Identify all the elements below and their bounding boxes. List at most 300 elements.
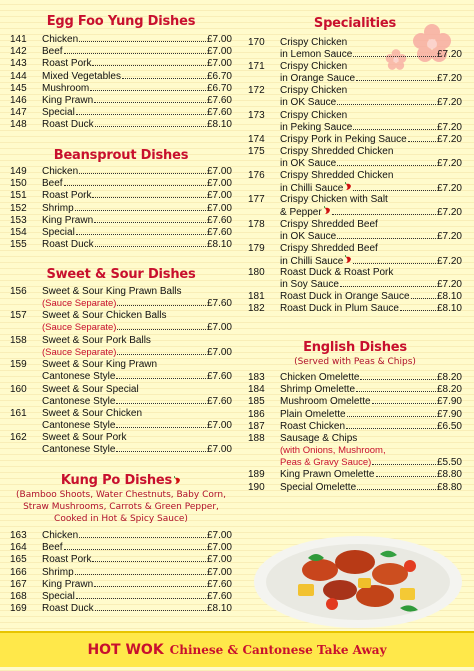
- menu-item-number: 178: [248, 218, 265, 230]
- chili-icon: [345, 255, 352, 264]
- dotted-leader: [116, 403, 206, 404]
- menu-item-number: 189: [248, 469, 265, 481]
- menu-item-line: [42, 215, 232, 227]
- menu-item-body: [42, 46, 232, 58]
- menu-item-price: £7.60: [206, 227, 232, 238]
- menu-item-name: Roast Duck in Orange Sauce: [280, 291, 410, 303]
- dotted-leader: [376, 476, 436, 477]
- menu-item-number: 160: [10, 383, 27, 395]
- menu-item-price: £5.50: [436, 457, 462, 468]
- menu-item-price: £8.10: [206, 119, 232, 131]
- dotted-leader: [332, 214, 436, 215]
- menu-item-body: [42, 432, 232, 456]
- menu-item-name: Roast Duck & Roast Pork: [280, 267, 394, 278]
- dotted-leader: [353, 56, 436, 57]
- menu-item-name: Crispy Shredded Chicken: [280, 170, 394, 182]
- menu-item-price: £7.20: [436, 230, 462, 242]
- menu-item-line: [42, 567, 232, 579]
- menu-item-name: in OK Sauce: [280, 230, 337, 242]
- dotted-leader: [408, 141, 436, 142]
- dotted-leader: [357, 489, 436, 490]
- dotted-leader: [76, 234, 206, 235]
- menu-item-line: [280, 409, 462, 421]
- kung-po-note-1: (Bamboo Shoots, Water Chestnuts, Baby Corn,: [16, 490, 226, 500]
- menu-item-name: Special: [42, 591, 75, 602]
- menu-item-number: 164: [10, 542, 27, 554]
- menu-item-body: [42, 530, 232, 542]
- menu-item-line: [42, 178, 232, 190]
- menu-item-price: £6.70: [206, 82, 232, 94]
- menu-item-price: £7.20: [436, 97, 462, 109]
- menu-item-number: 145: [10, 82, 27, 94]
- menu-item-name: Sweet & Sour Chicken: [42, 408, 143, 419]
- menu-item-price: £7.00: [206, 166, 232, 177]
- dotted-leader: [117, 329, 206, 330]
- menu-item-price: £7.00: [206, 566, 232, 578]
- menu-item-body: [42, 107, 232, 119]
- menu-item-price: £8.10: [206, 239, 232, 251]
- menu-item-number: 154: [10, 227, 27, 238]
- menu-item-price: £6.70: [206, 70, 232, 82]
- menu-item-number: 170: [248, 37, 265, 48]
- menu-item-number: 187: [248, 420, 265, 432]
- menu-item-line: [42, 46, 232, 58]
- menu-item-body: [42, 384, 232, 408]
- kung-po-note-2: Straw Mushrooms, Carrots & Green Pepper,: [23, 502, 219, 512]
- menu-item-number: 162: [10, 432, 27, 444]
- menu-item-price: £7.20: [436, 279, 462, 290]
- menu-item-name: in Orange Sauce: [280, 73, 356, 85]
- menu-item-body: [42, 166, 232, 178]
- dotted-leader: [400, 310, 436, 311]
- menu-item-name: Roast Pork: [42, 190, 92, 202]
- menu-item-name: in Chilli Sauce: [280, 255, 344, 267]
- menu-item-name: Sweet & Sour Chicken Balls: [42, 310, 167, 322]
- menu-item-body: [280, 291, 462, 303]
- menu-item-body: [280, 85, 462, 109]
- menu-item-price: £7.20: [436, 121, 462, 133]
- dotted-leader: [356, 80, 436, 81]
- menu-item-number: 149: [10, 166, 27, 177]
- menu-item-name: Crispy Chicken with Salt: [280, 194, 388, 206]
- menu-item-name: Sausage & Chips: [280, 433, 358, 444]
- menu-item-name: King Prawn: [42, 214, 94, 226]
- menu-item-name: Sweet & Sour King Prawn Balls: [42, 286, 182, 297]
- dotted-leader: [95, 246, 206, 247]
- menu-item-price: £7.00: [206, 202, 232, 214]
- menu-item-body: [42, 579, 232, 591]
- menu-item-line: [280, 384, 462, 396]
- menu-item-body: [280, 134, 462, 146]
- menu-item-body: [42, 227, 232, 239]
- menu-item-number: 176: [248, 170, 265, 182]
- menu-item-body: [42, 119, 232, 131]
- menu-item-name: Chicken Omelette: [280, 372, 360, 383]
- menu-item-price: £7.20: [436, 183, 462, 195]
- menu-item-name: Chicken: [42, 34, 79, 45]
- dotted-leader: [92, 65, 206, 66]
- menu-item-name: in Soy Sauce: [280, 279, 339, 290]
- dotted-leader: [94, 102, 206, 103]
- menu-item-price: £7.00: [206, 46, 232, 58]
- menu-item-price: £7.60: [206, 591, 232, 602]
- menu-item-price: £7.00: [206, 554, 232, 566]
- dotted-leader: [337, 238, 436, 239]
- menu-item-name: Chicken: [42, 166, 79, 177]
- menu-item-number: 143: [10, 58, 27, 70]
- menu-item-price: £8.80: [436, 469, 462, 481]
- dotted-leader: [79, 41, 206, 42]
- menu-item-number: 153: [10, 214, 27, 226]
- menu-item-line: [280, 291, 462, 303]
- menu-item-body: [42, 190, 232, 202]
- menu-item-number: 155: [10, 239, 27, 251]
- dotted-leader: [64, 185, 206, 186]
- dotted-leader: [79, 537, 206, 538]
- menu-item-body: [280, 170, 462, 195]
- menu-item-name: (Sauce Separate): [42, 298, 117, 309]
- menu-item-line: [42, 603, 232, 615]
- menu-item-number: 144: [10, 70, 27, 82]
- menu-item-price: £7.20: [436, 73, 462, 85]
- menu-item-body: [42, 83, 232, 95]
- menu-item-price: £8.10: [436, 303, 462, 315]
- menu-item-line: [280, 49, 462, 61]
- menu-item-body: [42, 239, 232, 251]
- menu-item-name: Sweet & Sour Special: [42, 383, 139, 395]
- beansprout-title: Beansprout Dishes: [53, 148, 189, 163]
- dotted-leader: [353, 263, 436, 264]
- menu-item-body: [280, 110, 462, 134]
- menu-item-name: Special: [42, 107, 75, 119]
- menu-item-price: £7.00: [206, 322, 232, 334]
- menu-item-body: [42, 310, 232, 334]
- menu-item-body: [280, 409, 462, 421]
- menu-item-line: [42, 591, 232, 603]
- menu-item-line: [280, 457, 462, 469]
- menu-item-price: £7.00: [206, 444, 232, 456]
- menu-item-body: [42, 542, 232, 554]
- menu-item-price: £7.60: [206, 371, 232, 383]
- menu-item-line: [42, 579, 232, 591]
- menu-item-price: £7.90: [436, 408, 462, 420]
- menu-item-price: £7.20: [436, 49, 462, 60]
- dotted-leader: [372, 403, 436, 404]
- menu-item-name: Crispy Chicken: [280, 37, 348, 48]
- menu-item-number: 148: [10, 119, 27, 131]
- chili-icon: [324, 206, 331, 215]
- dotted-leader: [92, 561, 206, 562]
- menu-item-body: [280, 372, 462, 384]
- dotted-leader: [75, 210, 206, 211]
- menu-item-price: £7.60: [206, 298, 232, 309]
- menu-item-name: Roast Duck in Plum Sauce: [280, 303, 399, 315]
- menu-item-number: 173: [248, 109, 265, 121]
- menu-item-line: [42, 227, 232, 239]
- menu-item-description: (with Onions, Mushroom,: [280, 445, 386, 456]
- menu-item-number: 163: [10, 530, 27, 541]
- menu-item-body: [42, 95, 232, 107]
- dotted-leader: [346, 428, 436, 429]
- menu-item-body: [280, 243, 462, 268]
- menu-item-price: £8.10: [436, 291, 462, 303]
- dotted-leader: [117, 354, 206, 355]
- menu-item-line: [42, 83, 232, 95]
- menu-item-body: [280, 267, 462, 291]
- menu-item-line: [42, 298, 232, 310]
- menu-item-name: Beef: [42, 46, 63, 58]
- menu-item-number: 157: [10, 310, 27, 322]
- chili-icon: [174, 476, 181, 485]
- menu-item-name: Special Omelette: [280, 481, 357, 493]
- menu-item-name: Shrimp Omelette: [280, 384, 356, 396]
- menu-item-line: [42, 34, 232, 46]
- menu-item-price: £7.00: [206, 530, 232, 541]
- kung-po-title-text: Kung Po Dishes: [60, 473, 173, 488]
- english-dishes-title: English Dishes: [303, 340, 407, 355]
- menu-item-line: [280, 255, 462, 268]
- menu-item-number: 183: [248, 372, 265, 383]
- menu-item-name: Crispy Pork in Peking Sauce: [280, 133, 407, 145]
- menu-item-line: [280, 372, 462, 384]
- menu-item-name: Crispy Shredded Chicken: [280, 146, 394, 157]
- menu-item-body: [280, 469, 462, 481]
- menu-item-price: £7.60: [206, 95, 232, 106]
- menu-item-price: £7.00: [206, 542, 232, 554]
- menu-item-number: 184: [248, 384, 265, 396]
- menu-item-name: Roast Pork: [42, 554, 92, 566]
- menu-item-name: & Pepper: [280, 207, 322, 219]
- menu-item-price: £7.00: [206, 34, 232, 45]
- menu-item-body: [42, 335, 232, 359]
- dotted-leader: [76, 114, 206, 115]
- menu-item-line: [42, 396, 232, 408]
- dotted-leader: [79, 173, 206, 174]
- menu-item-line: [42, 530, 232, 542]
- brand-tagline: Chinese & Cantonese Take Away: [169, 643, 387, 657]
- kung-po-title: [10, 473, 232, 488]
- menu-item-price: £7.60: [206, 578, 232, 590]
- menu-item-line: [280, 421, 462, 433]
- menu-item-price: £7.00: [206, 178, 232, 190]
- dotted-leader: [337, 104, 436, 105]
- menu-item-name: Sweet & Sour Pork Balls: [42, 334, 151, 346]
- menu-item-number: 147: [10, 107, 27, 119]
- menu-item-number: 172: [248, 85, 265, 97]
- menu-item-name: (Sauce Separate): [42, 346, 117, 358]
- menu-item-name: (Sauce Separate): [42, 322, 117, 334]
- menu-item-line: [42, 444, 232, 456]
- sweet-sour-dish-image: [250, 518, 466, 630]
- dotted-leader: [95, 126, 206, 127]
- menu-item-body: [42, 603, 232, 615]
- dotted-leader: [360, 379, 435, 380]
- menu-item-name: Beef: [42, 178, 63, 190]
- menu-item-name: Cantonese Style: [42, 371, 116, 383]
- menu-item-body: [42, 286, 232, 310]
- menu-item-name: Crispy Shredded Beef: [280, 218, 378, 230]
- menu-item-number: 175: [248, 146, 265, 157]
- dotted-leader: [353, 190, 436, 191]
- menu-item-price: £7.20: [436, 158, 462, 169]
- menu-item-body: [280, 61, 462, 85]
- menu-item-line: [280, 279, 462, 291]
- menu-item-line: [42, 203, 232, 215]
- dotted-leader: [64, 53, 206, 54]
- menu-item-line: [280, 469, 462, 481]
- menu-item-line: [42, 420, 232, 432]
- menu-item-body: [42, 408, 232, 432]
- dotted-leader: [116, 451, 206, 452]
- menu-item-body: [42, 34, 232, 46]
- menu-item-name: Sweet & Sour Pork: [42, 432, 127, 444]
- menu-item-line: [280, 134, 462, 146]
- menu-item-body: [280, 194, 462, 219]
- menu-item-line: [280, 73, 462, 85]
- menu-item-number: 150: [10, 178, 27, 190]
- menu-item-price: £7.90: [436, 396, 462, 408]
- menu-item-price: £7.60: [206, 107, 232, 119]
- menu-item-line: [280, 182, 462, 195]
- menu-item-line: [42, 166, 232, 178]
- menu-item-name: Cantonese Style: [42, 420, 116, 431]
- menu-item-line: [280, 206, 462, 219]
- menu-item-name: Beef: [42, 542, 63, 554]
- menu-item-price: £7.20: [436, 207, 462, 219]
- menu-item-body: [280, 219, 462, 243]
- menu-item-body: [42, 215, 232, 227]
- menu-item-line: [42, 95, 232, 107]
- menu-item-name: Mushroom Omelette: [280, 396, 371, 408]
- menu-item-body: [280, 421, 462, 433]
- menu-item-name: Shrimp: [42, 202, 74, 214]
- menu-item-price: £8.10: [206, 603, 232, 615]
- menu-item-line: [42, 58, 232, 70]
- menu-item-price: £7.00: [206, 190, 232, 202]
- menu-item-line: [280, 396, 462, 408]
- menu-item-body: [42, 203, 232, 215]
- menu-item-line: [280, 303, 462, 315]
- menu-item-line: [42, 542, 232, 554]
- menu-item-number: 180: [248, 267, 265, 278]
- menu-item-line: [42, 371, 232, 383]
- dotted-leader: [64, 549, 206, 550]
- menu-item-number: 152: [10, 202, 27, 214]
- menu-item-number: 141: [10, 34, 27, 45]
- chili-icon: [345, 182, 352, 191]
- menu-item-number: 142: [10, 46, 27, 58]
- menu-item-number: 179: [248, 242, 265, 254]
- menu-item-name: Special: [42, 227, 75, 238]
- menu-item-body: [280, 384, 462, 396]
- menu-item-number: 151: [10, 190, 27, 202]
- menu-item-number: 159: [10, 359, 27, 371]
- kung-po-note-3: Cooked in Hot & Spicy Sauce): [54, 514, 188, 524]
- menu-item-name: in OK Sauce: [280, 158, 337, 169]
- footer-banner: [0, 631, 474, 667]
- menu-item-price: £8.20: [436, 372, 462, 383]
- menu-item-price: £7.20: [436, 255, 462, 267]
- menu-item-price: £7.00: [206, 58, 232, 70]
- menu-item-number: 158: [10, 334, 27, 346]
- menu-item-line: [280, 482, 462, 494]
- menu-item-name: Crispy Chicken: [280, 85, 348, 97]
- menu-item-body: [42, 71, 232, 83]
- menu-item-body: [42, 359, 232, 383]
- menu-item-body: [280, 482, 462, 494]
- dotted-leader: [76, 598, 206, 599]
- menu-item-name: King Prawn: [42, 578, 94, 590]
- menu-item-name: Peas & Gravy Sauce): [280, 457, 372, 468]
- dotted-leader: [337, 165, 436, 166]
- menu-item-line: [280, 158, 462, 170]
- menu-item-name: Chicken: [42, 530, 79, 541]
- menu-item-number: 167: [10, 578, 27, 590]
- menu-item-line: [42, 71, 232, 83]
- menu-item-number: 166: [10, 566, 27, 578]
- menu-item-name: Crispy Chicken: [280, 61, 348, 73]
- menu-item-number: 171: [248, 61, 265, 73]
- menu-item-body: [42, 554, 232, 566]
- menu-item-body: [280, 146, 462, 170]
- menu-item-price: £7.00: [206, 420, 232, 431]
- menu-item-number: 181: [248, 291, 265, 303]
- menu-item-line: [42, 239, 232, 251]
- menu-item-body: [280, 303, 462, 315]
- menu-item-body: [42, 567, 232, 579]
- menu-item-number: 190: [248, 481, 265, 493]
- menu-item-name: Roast Chicken: [280, 420, 346, 432]
- menu-item-line: [42, 190, 232, 202]
- dotted-leader: [90, 90, 206, 91]
- brand-name: HOT WOK: [87, 642, 164, 658]
- menu-item-name: Crispy Chicken: [280, 109, 348, 121]
- menu-item-number: 146: [10, 95, 27, 106]
- menu-item-name: King Prawn: [42, 95, 94, 106]
- menu-item-number: 165: [10, 554, 27, 566]
- menu-item-number: 185: [248, 396, 265, 408]
- english-dishes-note: (Served with Peas & Chips): [294, 357, 416, 367]
- dotted-leader: [356, 391, 436, 392]
- menu-item-body: [280, 37, 462, 61]
- menu-item-body: [42, 178, 232, 190]
- menu-item-number: 168: [10, 591, 27, 602]
- specialities-title: Specialities: [313, 16, 397, 31]
- menu-item-name: Roast Duck: [42, 603, 94, 615]
- dotted-leader: [94, 586, 206, 587]
- menu-item-name: in OK Sauce: [280, 97, 337, 109]
- dotted-leader: [353, 129, 436, 130]
- menu-item-name: Sweet & Sour King Prawn: [42, 359, 158, 371]
- dotted-leader: [92, 197, 206, 198]
- dotted-leader: [347, 416, 436, 417]
- menu-item-price: £8.20: [436, 384, 462, 396]
- menu-item-name: in Chilli Sauce: [280, 183, 344, 195]
- menu-item-line: [280, 97, 462, 109]
- menu-item-line: [42, 347, 232, 359]
- menu-item-name: Mushroom: [42, 82, 90, 94]
- menu-item-name: in Lemon Sauce: [280, 49, 353, 60]
- sweet-sour-title: Sweet & Sour Dishes: [46, 267, 196, 282]
- menu-item-line: [280, 231, 462, 243]
- menu-item-name: Cantonese Style: [42, 444, 116, 456]
- dotted-leader: [340, 286, 436, 287]
- menu-item-body: [280, 433, 462, 469]
- dotted-leader: [75, 574, 206, 575]
- menu-item-number: 174: [248, 133, 265, 145]
- menu-item-price: £7.00: [206, 346, 232, 358]
- menu-item-name: King Prawn Omelette: [280, 469, 375, 481]
